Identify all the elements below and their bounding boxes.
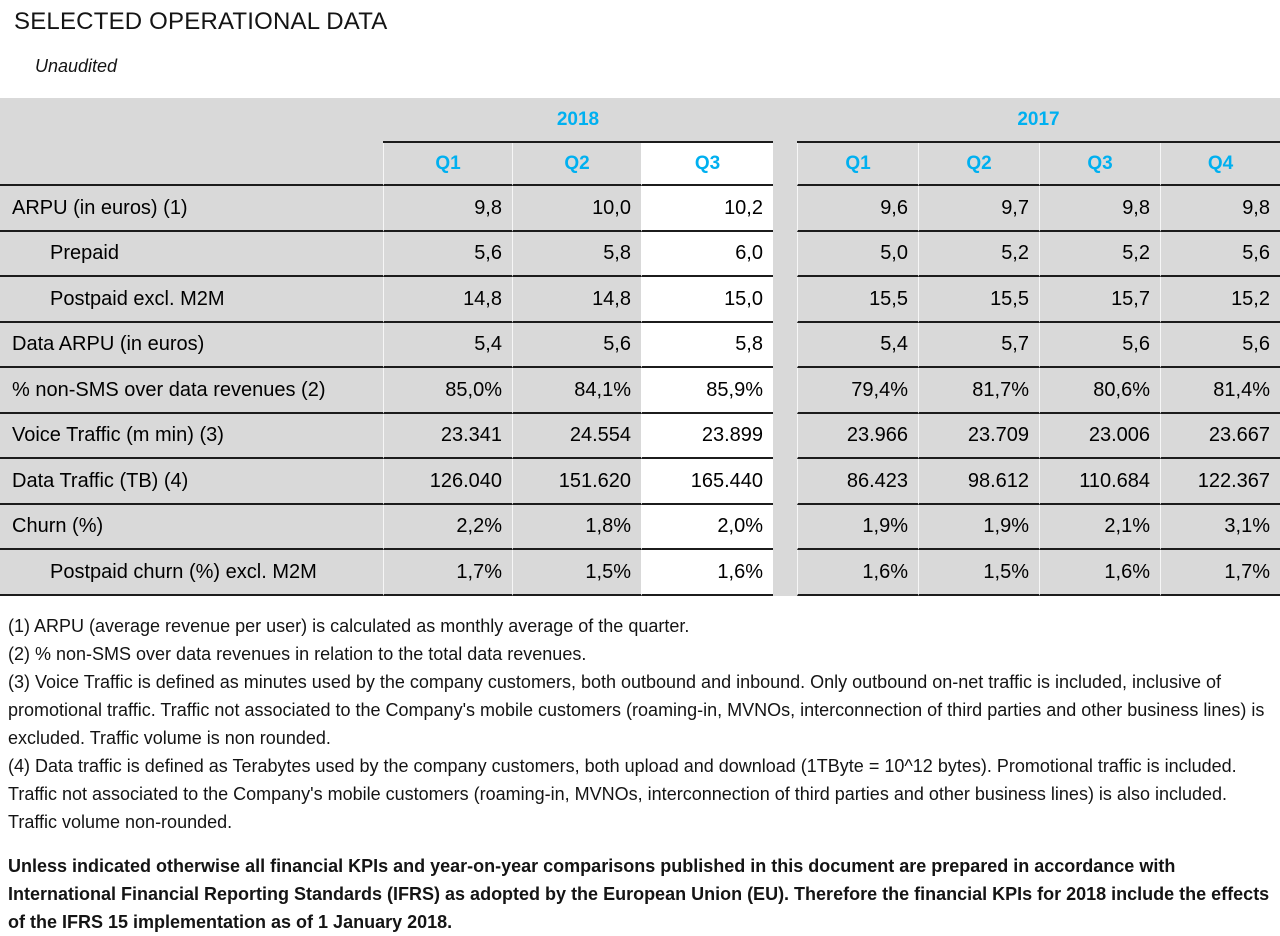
data-cell-2017: 15,7: [1039, 277, 1160, 323]
quarter-header-2018-q3: Q3: [641, 143, 773, 186]
data-cell-2017: 1,7%: [1160, 550, 1280, 596]
row-label: Data ARPU (in euros): [0, 323, 383, 369]
year-header-2018: 2018: [383, 98, 773, 143]
data-cell-2018: 84,1%: [512, 368, 641, 414]
row-label: % non-SMS over data revenues (2): [0, 368, 383, 414]
row-label: Voice Traffic (m min) (3): [0, 414, 383, 460]
disclaimer-section: [0, 852, 1280, 936]
data-cell-2017: 15,5: [918, 277, 1039, 323]
footnote-1: (1) ARPU (average revenue per user) is calculated as monthly average of the quarter.: [8, 615, 690, 636]
data-cell-2017: 5,2: [1039, 232, 1160, 278]
column-gap: [773, 98, 797, 143]
data-cell-2017: 9,8: [1039, 186, 1160, 232]
table-corner-spacer: [0, 98, 383, 143]
data-cell-2018: 1,6%: [641, 550, 773, 596]
data-cell-2018: 1,5%: [512, 550, 641, 596]
data-cell-2018: 2,2%: [383, 505, 512, 551]
row-label: Postpaid excl. M2M: [0, 277, 383, 323]
column-gap: [773, 459, 797, 505]
data-cell-2018: 165.440: [641, 459, 773, 505]
data-cell-2018: 5,8: [512, 232, 641, 278]
data-cell-2018: 85,0%: [383, 368, 512, 414]
data-cell-2018: 5,6: [512, 323, 641, 369]
data-cell-2018: 24.554: [512, 414, 641, 460]
footnotes-section: [0, 612, 1280, 836]
page-title: SELECTED OPERATIONAL DATA: [14, 8, 388, 35]
quarter-header-2017-q3: Q3: [1039, 143, 1160, 186]
column-gap: [773, 414, 797, 460]
row-label: Churn (%): [0, 505, 383, 551]
data-cell-2017: 1,6%: [797, 550, 918, 596]
footnote-2: (2) % non-SMS over data revenues in relation to the total data revenues.: [8, 643, 587, 664]
data-cell-2017: 98.612: [918, 459, 1039, 505]
data-cell-2018: 23.341: [383, 414, 512, 460]
data-cell-2017: 5,7: [918, 323, 1039, 369]
data-cell-2018: 9,8: [383, 186, 512, 232]
data-cell-2017: 5,6: [1039, 323, 1160, 369]
data-cell-2017: 15,2: [1160, 277, 1280, 323]
column-gap: [773, 277, 797, 323]
data-cell-2017: 1,5%: [918, 550, 1039, 596]
data-cell-2017: 5,2: [918, 232, 1039, 278]
disclaimer-text: Unless indicated otherwise all financial KPIs and year-on-year comparisons published in this document are prepared in accordance with International Financial Reporting Standards (IFRS) as adopted by the European Union (EU). Therefore the financial KPIs for 2018 include the effects of the IFRS 15 implementation as of 1 January 2018.: [8, 855, 1270, 932]
subtitle-unaudited: Unaudited: [35, 56, 118, 76]
data-cell-2018: 1,8%: [512, 505, 641, 551]
data-cell-2017: 122.367: [1160, 459, 1280, 505]
column-gap: [773, 186, 797, 232]
operational-data-table: [0, 98, 1280, 596]
data-cell-2017: 5,6: [1160, 232, 1280, 278]
row-label: Prepaid: [0, 232, 383, 278]
data-cell-2017: 23.709: [918, 414, 1039, 460]
data-cell-2018: 6,0: [641, 232, 773, 278]
column-gap: [773, 323, 797, 369]
data-cell-2018: 1,7%: [383, 550, 512, 596]
data-cell-2017: 23.966: [797, 414, 918, 460]
data-cell-2017: 15,5: [797, 277, 918, 323]
data-cell-2017: 9,8: [1160, 186, 1280, 232]
column-gap: [773, 550, 797, 596]
footnote-3: (3) Voice Traffic is defined as minutes used by the company customers, both outbound and inbound. Only outbound on-net traffic is included, inclusive of promotional traffic. Traffic not associated to the Company's mobile customers (roaming-in, MVNOs, interconnection of third parties and other business lines) is excluded. Traffic volume is non rounded.: [8, 671, 1265, 748]
quarter-header-2017-q2: Q2: [918, 143, 1039, 186]
data-cell-2017: 9,7: [918, 186, 1039, 232]
data-cell-2018: 2,0%: [641, 505, 773, 551]
quarter-header-2018-q1: Q1: [383, 143, 512, 186]
data-cell-2017: 1,9%: [918, 505, 1039, 551]
data-cell-2018: 5,4: [383, 323, 512, 369]
column-gap: [773, 505, 797, 551]
data-cell-2018: 10,2: [641, 186, 773, 232]
quarter-header-2017-q1: Q1: [797, 143, 918, 186]
year-header-2017: 2017: [797, 98, 1280, 143]
column-gap: [773, 368, 797, 414]
data-cell-2017: 3,1%: [1160, 505, 1280, 551]
data-cell-2018: 85,9%: [641, 368, 773, 414]
data-cell-2017: 9,6: [797, 186, 918, 232]
column-gap: [773, 143, 797, 186]
data-cell-2017: 5,0: [797, 232, 918, 278]
data-cell-2017: 1,9%: [797, 505, 918, 551]
data-cell-2018: 10,0: [512, 186, 641, 232]
data-cell-2018: 5,6: [383, 232, 512, 278]
quarter-header-spacer: [0, 143, 383, 186]
data-cell-2017: 86.423: [797, 459, 918, 505]
data-cell-2018: 23.899: [641, 414, 773, 460]
data-cell-2017: 5,4: [797, 323, 918, 369]
data-cell-2017: 23.667: [1160, 414, 1280, 460]
column-gap: [773, 232, 797, 278]
footnote-4: (4) Data traffic is defined as Terabytes used by the company customers, both upload and download (1TByte = 10^12 bytes). Promotional traffic is included. Traffic not associated to the Company's mobile customers (roaming-in, MVNOs, interconnection of third parties and other business lines) is also included. Traffic volume non-rounded.: [8, 755, 1237, 832]
data-cell-2018: 14,8: [383, 277, 512, 323]
quarter-header-2017-q4: Q4: [1160, 143, 1280, 186]
data-cell-2018: 151.620: [512, 459, 641, 505]
data-cell-2018: 14,8: [512, 277, 641, 323]
row-label: ARPU (in euros) (1): [0, 186, 383, 232]
data-cell-2018: 5,8: [641, 323, 773, 369]
data-cell-2017: 2,1%: [1039, 505, 1160, 551]
data-cell-2017: 79,4%: [797, 368, 918, 414]
row-label: Postpaid churn (%) excl. M2M: [0, 550, 383, 596]
data-cell-2017: 1,6%: [1039, 550, 1160, 596]
data-cell-2017: 23.006: [1039, 414, 1160, 460]
data-cell-2017: 81,7%: [918, 368, 1039, 414]
quarter-header-2018-q2: Q2: [512, 143, 641, 186]
data-cell-2017: 81,4%: [1160, 368, 1280, 414]
data-cell-2017: 5,6: [1160, 323, 1280, 369]
data-cell-2018: 126.040: [383, 459, 512, 505]
data-cell-2017: 80,6%: [1039, 368, 1160, 414]
data-cell-2018: 15,0: [641, 277, 773, 323]
row-label: Data Traffic (TB) (4): [0, 459, 383, 505]
data-cell-2017: 110.684: [1039, 459, 1160, 505]
